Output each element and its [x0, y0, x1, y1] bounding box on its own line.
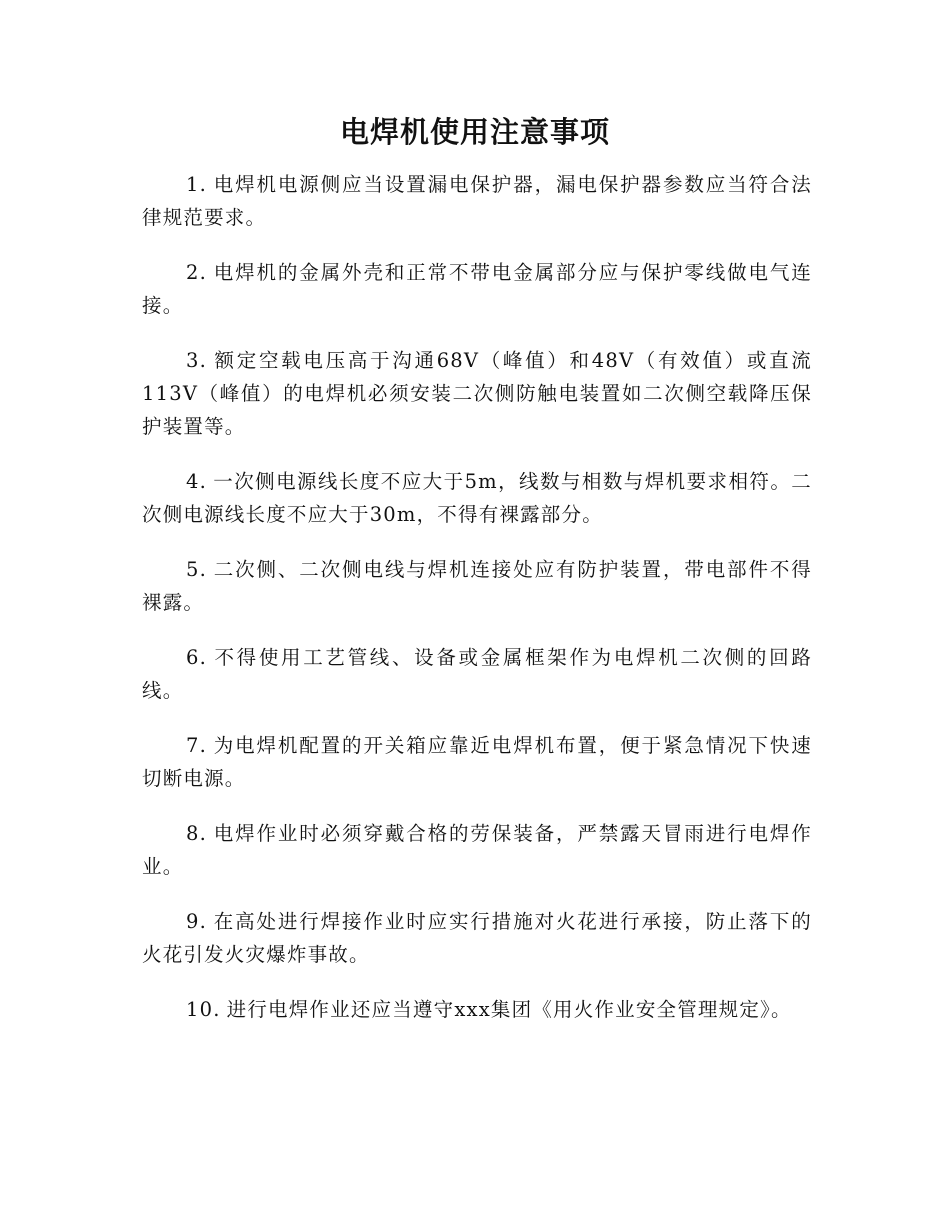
list-item [142, 344, 812, 443]
item-text: 二次侧、二次侧电线与焊机连接处应有防护装置，带电部件不得裸露。 [142, 558, 812, 614]
item-number: 8. [186, 822, 208, 845]
list-item [142, 817, 812, 883]
list-item [142, 641, 812, 707]
list-item [142, 256, 812, 322]
list-item [142, 905, 812, 971]
item-number: 1. [186, 173, 208, 196]
item-number: 7. [186, 734, 208, 757]
list-item [142, 729, 812, 795]
item-text: 进行电焊作业还应当遵守xxx集团《用火作业安全管理规定》。 [226, 998, 792, 1021]
item-number: 10. [186, 998, 221, 1021]
item-text: 电焊机的金属外壳和正常不带电金属部分应与保护零线做电气连接。 [142, 261, 812, 317]
page-title: 电焊机使用注意事项 [339, 115, 610, 149]
item-text: 一次侧电源线长度不应大于5m，线数与相数与焊机要求相符。二次侧电源线长度不应大于30m，不得有裸露部分。 [142, 470, 812, 526]
item-text: 不得使用工艺管线、设备或金属框架作为电焊机二次侧的回路线。 [142, 646, 812, 702]
list-item [142, 553, 812, 619]
list-item [142, 465, 812, 531]
list-item [142, 993, 812, 1026]
item-number: 6. [186, 646, 208, 669]
item-number: 9. [186, 910, 208, 933]
item-text: 额定空载电压高于沟通68V（峰值）和48V（有效值）或直流113V（峰值）的电焊机必须安装二次侧防触电装置如二次侧空载降压保护装置等。 [142, 349, 812, 438]
item-text: 电焊作业时必须穿戴合格的劳保装备，严禁露天冒雨进行电焊作业。 [142, 822, 812, 878]
item-number: 2. [186, 261, 208, 284]
item-number: 3. [186, 349, 208, 372]
list-item [142, 168, 812, 234]
rules-list [142, 168, 812, 1048]
item-number: 4. [186, 470, 208, 493]
item-text: 电焊机电源侧应当设置漏电保护器，漏电保护器参数应当符合法律规范要求。 [142, 173, 812, 229]
item-text: 在高处进行焊接作业时应实行措施对火花进行承接，防止落下的火花引发火灾爆炸事故。 [142, 910, 812, 966]
item-text: 为电焊机配置的开关箱应靠近电焊机布置，便于紧急情况下快速切断电源。 [142, 734, 812, 790]
item-number: 5. [186, 558, 208, 581]
